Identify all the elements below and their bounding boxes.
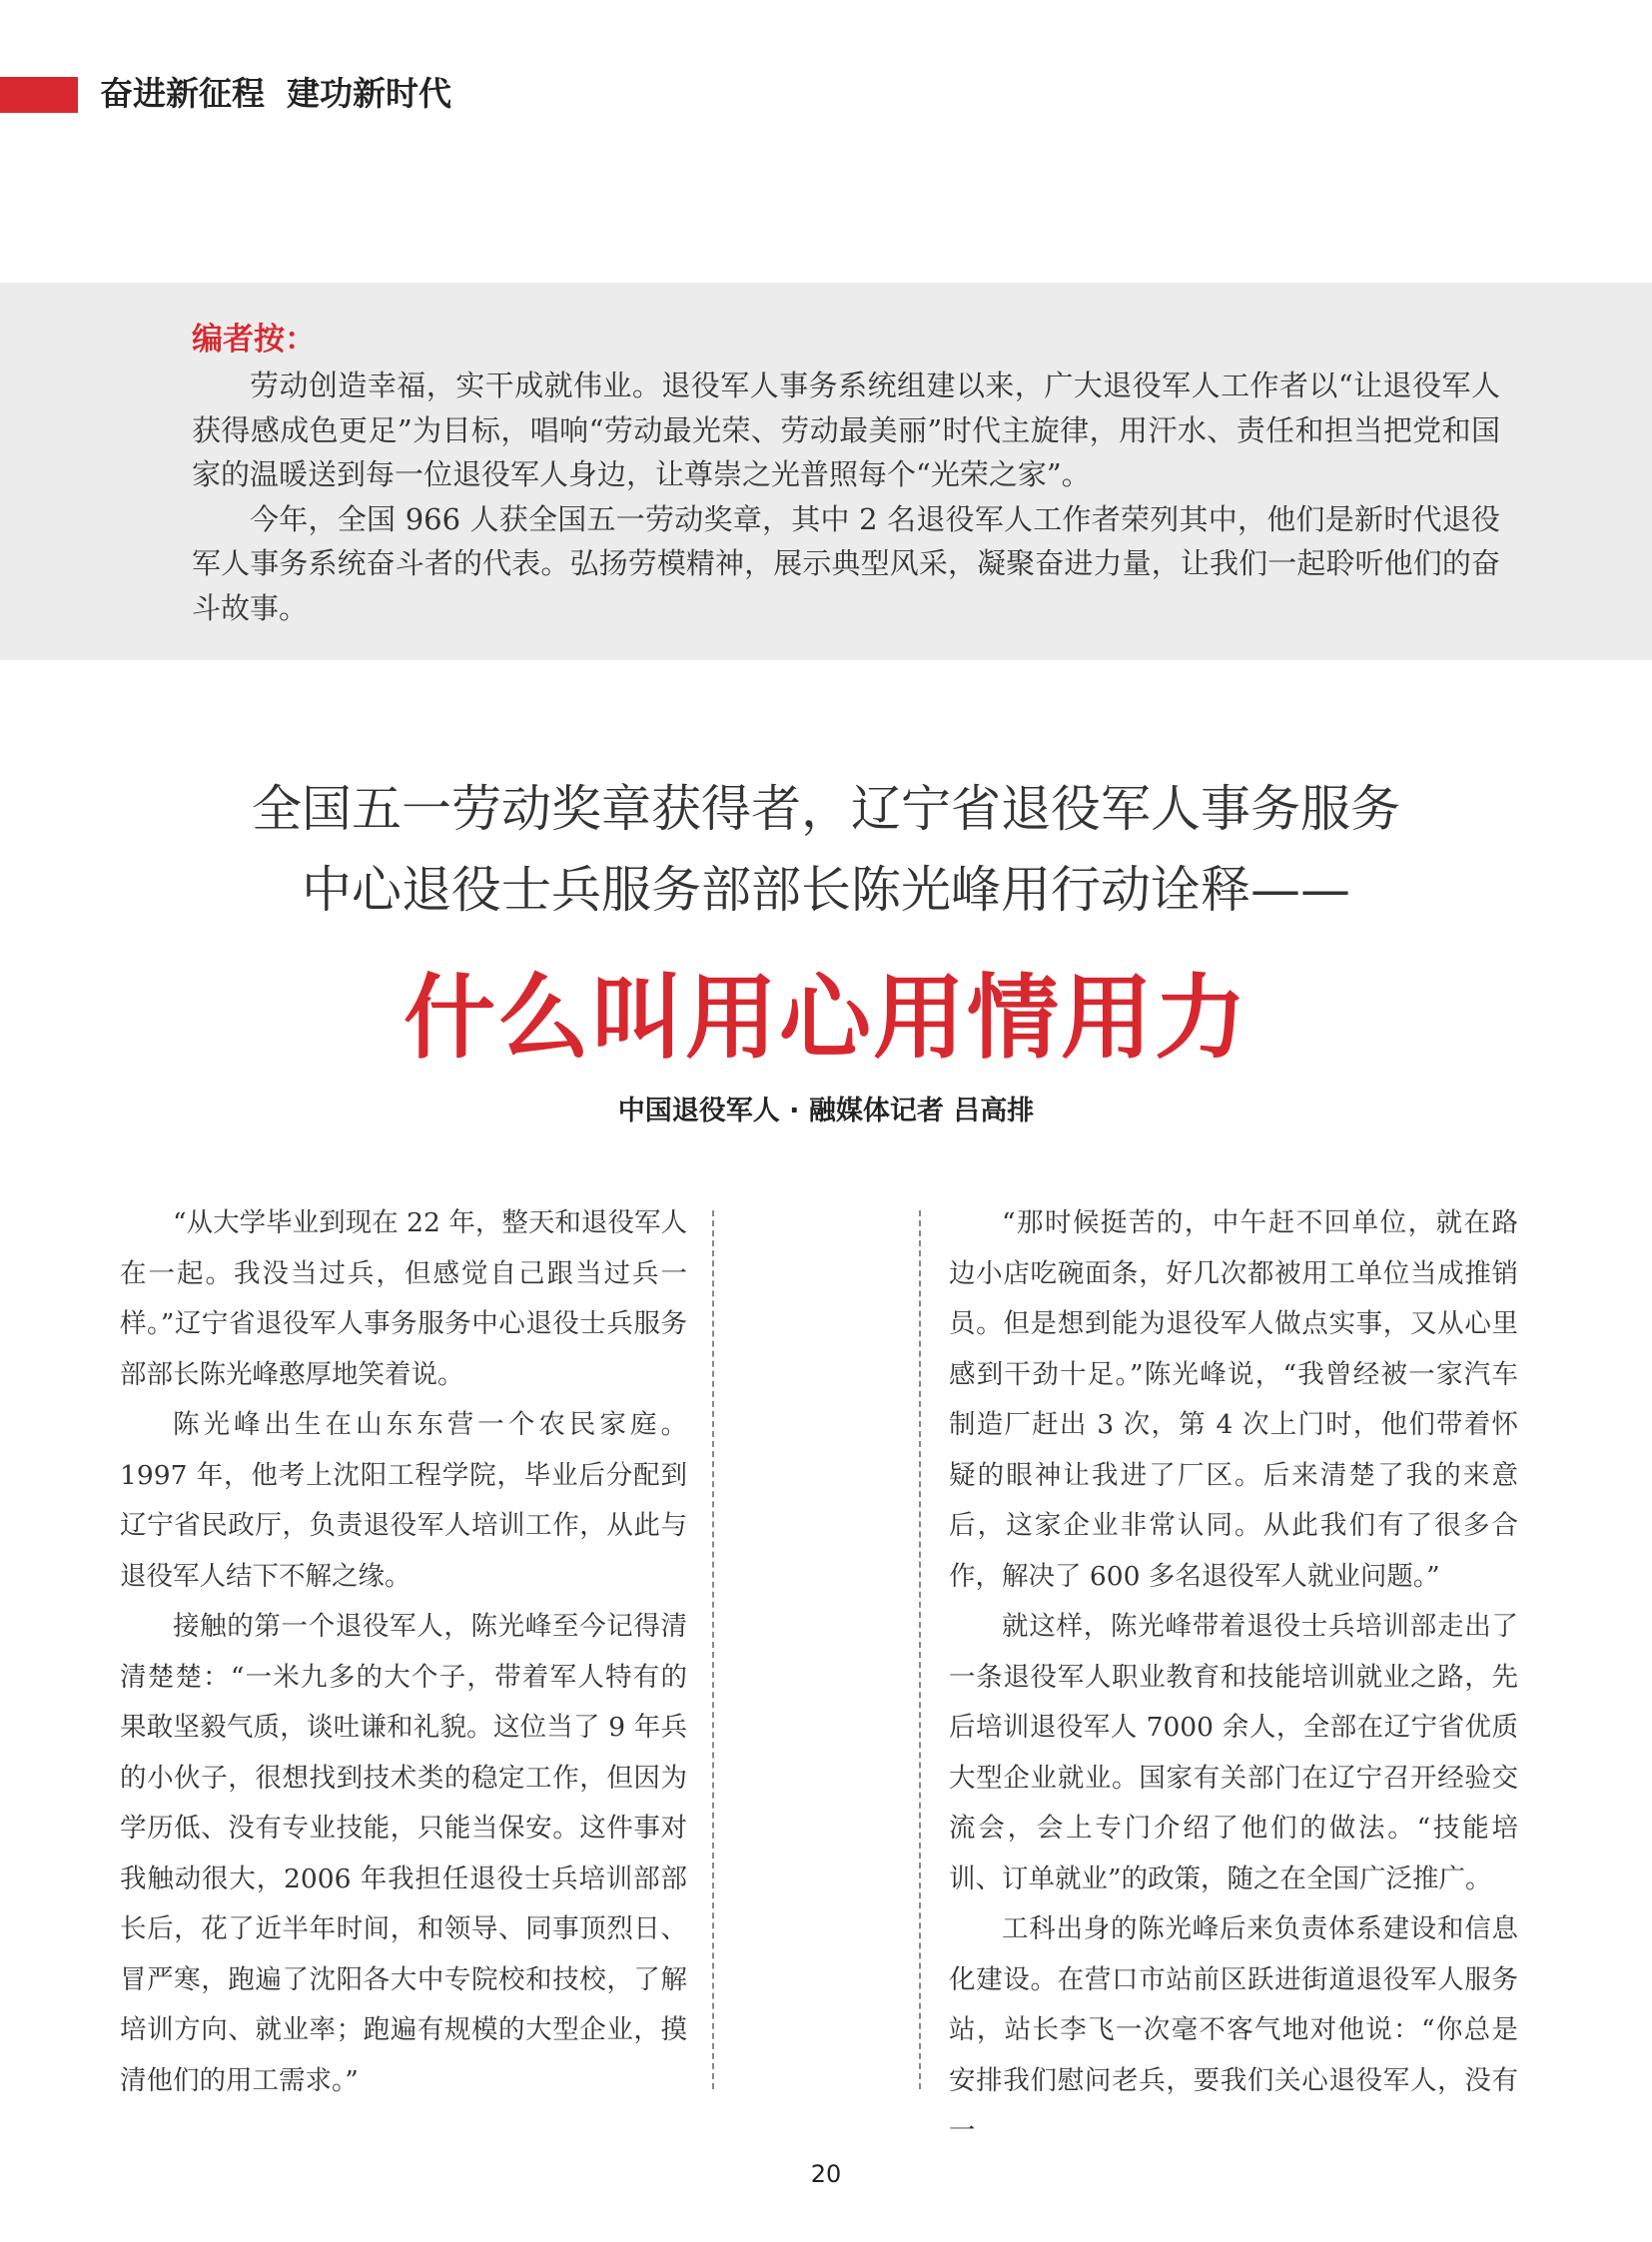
page-number: 20 [810, 2160, 842, 2188]
section-header-part2: 建功新时代 [287, 74, 451, 113]
article-title: 什么叫用心用情用力 [403, 965, 1248, 1072]
article-left-column [120, 1198, 687, 2106]
article-byline: 中国退役军人 · 融媒体记者 吕高排 [617, 1096, 1035, 1126]
editor-note-body [192, 364, 1500, 630]
article-subtitle-line1: 全国五一劳动奖章获得者，辽宁省退役军人事务服务 [252, 780, 1400, 838]
article-right-column [949, 1198, 1518, 2157]
editor-note-paragraph: 劳动创造幸福，实干成就伟业。退役军人事务系统组建以来，广大退役军人工作者以“让退役军人获得感成色更足”为目标，唱响“劳动最光荣、劳动最美丽”时代主旋律，用汗水、责任和担当把党和国家的温暖送到每一位退役军人身边，让尊崇之光普照每个“光荣之家”。 [192, 369, 1500, 491]
header-accent-bar [0, 77, 78, 113]
column-divider-left [712, 1210, 714, 2089]
column-divider-right [919, 1210, 921, 2089]
article-paragraph: 工科出身的陈光峰后来负责体系建设和信息化建设。在营口市站前区跃进街道退役军人服务站，站长李飞一次毫不客气地对他说：“你总是安排我们慰问老兵，要我们关心退役军人，没有一 [949, 1913, 1518, 2146]
article-paragraph: “那时候挺苦的，中午赶不回单位，就在路边小店吃碗面条，好几次都被用工单位当成推销员。但是想到能为退役军人做点实事，又从心里感到干劲十足。”陈光峰说，“我曾经被一家汽车制造厂赶出 3 次，第 4 次上门时，他们带着怀疑的眼神让我进了厂区。后来清楚了我的来意后，这家企业非常认同。从此我们有了很多合作，解决了 600 多名退役军人就业问题。” [949, 1207, 1518, 1592]
section-header [100, 74, 451, 114]
editor-note-paragraph: 今年，全国 966 人获全国五一劳动奖章，其中 2 名退役军人工作者荣列其中，他们是新时代退役军人事务系统奋斗者的代表。弘扬劳模精神，展示典型风采，凝聚奋进力量，让我们一起聆听他们的奋斗故事。 [192, 501, 1500, 625]
section-header-part1: 奋进新征程 [100, 74, 265, 113]
article-paragraph: 接触的第一个退役军人，陈光峰至今记得清清楚楚：“一米九多的大个子，带着军人特有的果敢坚毅气质，谈吐谦和礼貌。这位当了 9 年兵的小伙子，很想找到技术类的稳定工作，但因为学历低、没有专业技能，只能当保安。这件事对我触动很大，2006 年我担任退役士兵培训部部长后，花了近半年时间，和领导、同事顶烈日、冒严寒，跑遍了沈阳各大中专院校和技校，了解培训方向、就业率；跑遍有规模的大型企业，摸清他们的用工需求。” [120, 1611, 687, 2096]
article-subtitle-line2: 中心退役士兵服务部部长陈光峰用行动诠释—— [302, 861, 1350, 919]
article-paragraph: “从大学毕业到现在 22 年，整天和退役军人在一起。我没当过兵，但感觉自己跟当过兵一样。”辽宁省退役军人事务服务中心退役士兵服务部部长陈光峰憨厚地笑着说。 [120, 1207, 687, 1390]
article-paragraph: 陈光峰出生在山东东营一个农民家庭。1997 年，他考上沈阳工程学院，毕业后分配到辽宁省民政厅，负责退役军人培训工作，从此与退役军人结下不解之缘。 [120, 1409, 687, 1592]
article-paragraph: 就这样，陈光峰带着退役士兵培训部走出了一条退役军人职业教育和技能培训就业之路，先后培训退役军人 7000 余人，全部在辽宁省优质大型企业就业。国家有关部门在辽宁召开经验交流会，会上专门介绍了他们的做法。“技能培训、订单就业”的政策，随之在全国广泛推广。 [949, 1611, 1518, 1894]
editor-note-label: 编者按： [192, 322, 316, 358]
